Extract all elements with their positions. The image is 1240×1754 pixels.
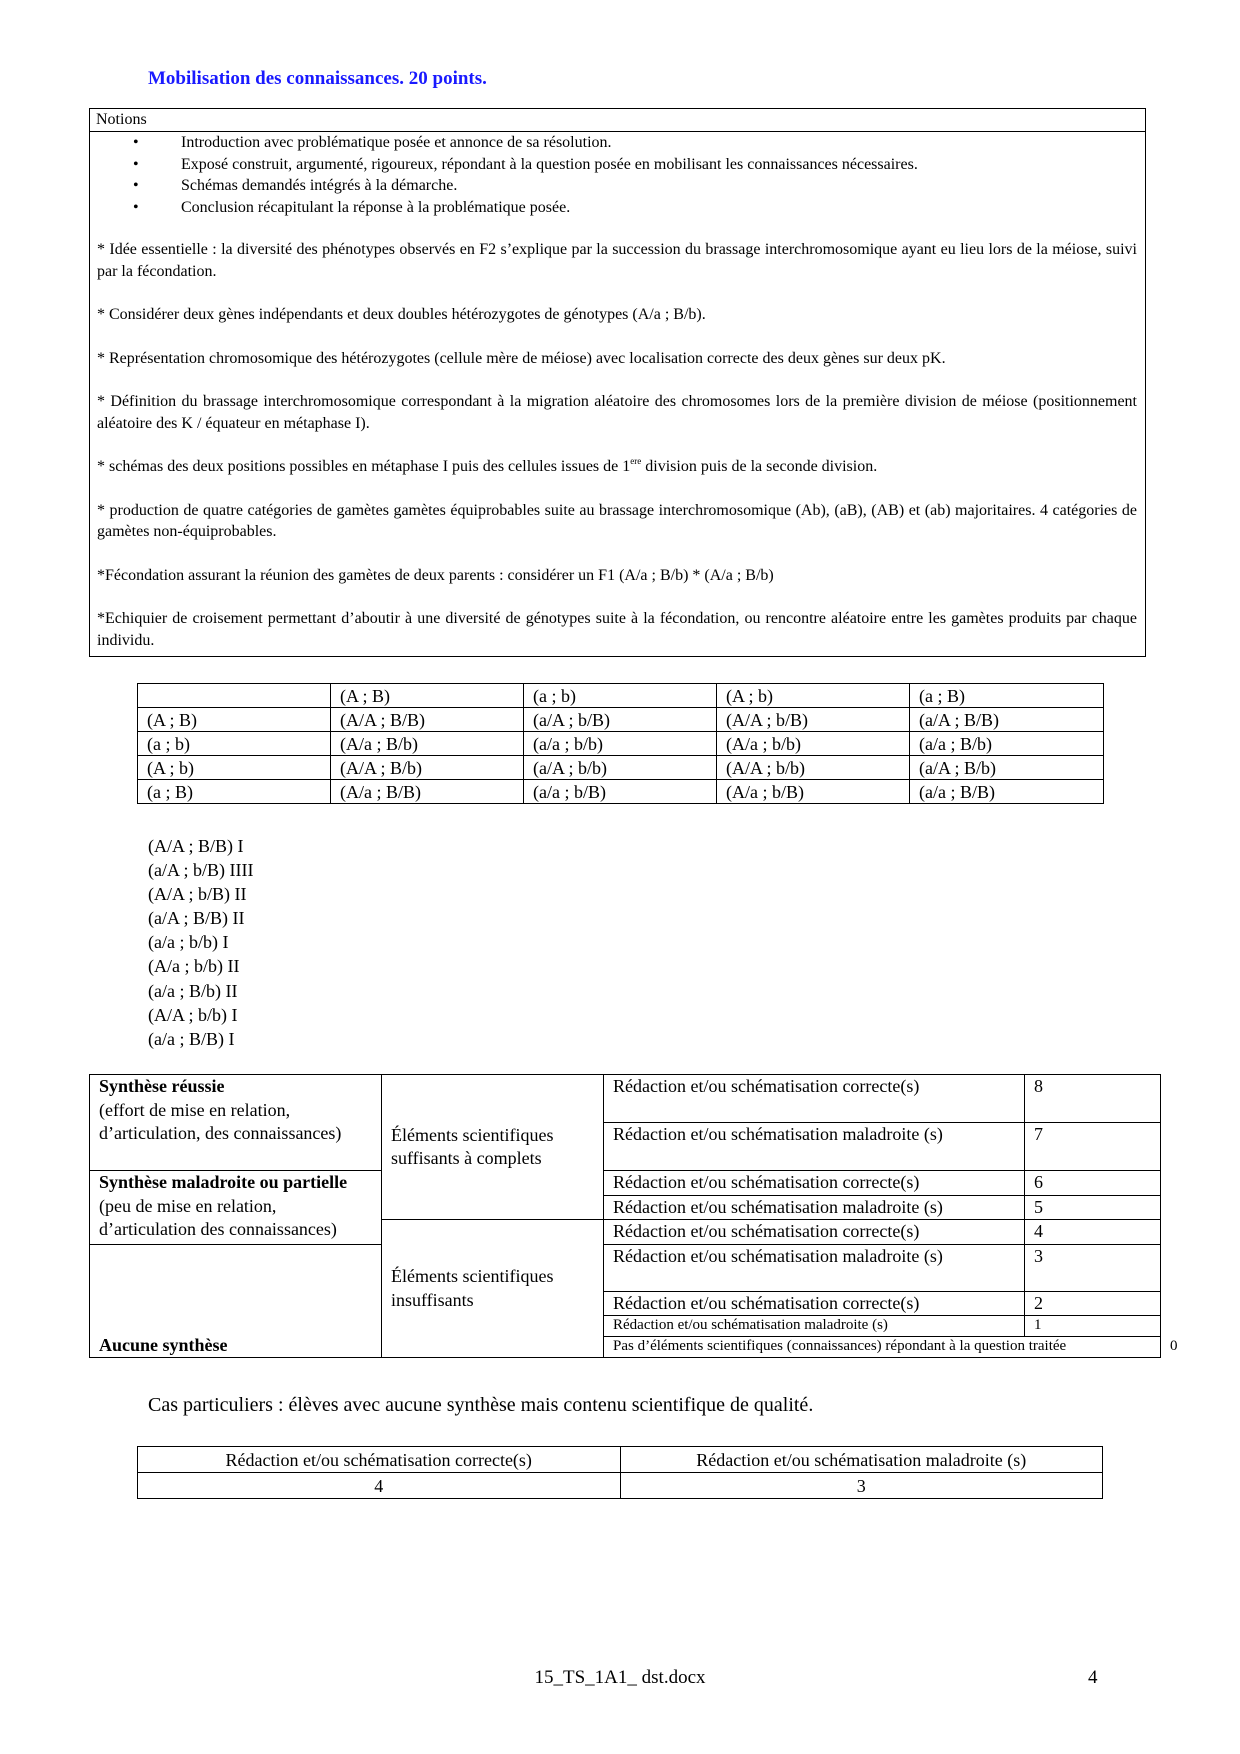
section-title: Mobilisation des connaissances. 20 points. [148, 68, 487, 89]
table-cell: (a ; b) [524, 684, 717, 708]
table-cell: (A/A ; b/B) [717, 708, 910, 732]
table-row [138, 1473, 1103, 1499]
aucune-synthese-title: Aucune synthèse [99, 1334, 228, 1355]
schema-text-before: * schémas des deux positions possibles en métaphase I puis des cellules issues de 1 [97, 458, 631, 475]
table-cell: (a/a ; B/b) [910, 732, 1104, 756]
genotype-tally: (A/A ; B/B) I [148, 836, 244, 856]
genotype-tally: (A/A ; b/B) II [148, 884, 247, 905]
table-cell: (A/a ; B/b) [331, 732, 524, 756]
table-cell: (A ; B) [138, 708, 331, 732]
genotype-tally-list [148, 834, 253, 1051]
notions-bullet-list [97, 132, 1137, 218]
table-row [90, 1244, 1161, 1291]
superscript: ere [630, 456, 642, 466]
table-row [138, 732, 1104, 756]
table-row [138, 756, 1104, 780]
notions-body [90, 132, 1145, 651]
table-cell: 3 [620, 1473, 1103, 1499]
table-cell: (a/A ; B/b) [910, 756, 1104, 780]
correcte-cell: Rédaction et/ou schématisation correcte(s) [604, 1291, 1025, 1316]
maladroite-cell: Rédaction et/ou schématisation maladroite (s) [604, 1195, 1025, 1220]
score-cell: 7 [1025, 1123, 1161, 1171]
cas-particuliers-table [137, 1446, 1103, 1499]
synthese-maladroite-desc: (peu de mise en relation, d’articulation des connaissances) [99, 1195, 337, 1239]
notion-paragraph: * Représentation chromosomique des hétérozygotes (cellule mère de méiose) avec localisation correcte des deux gènes sur deux pK. [97, 349, 946, 367]
table-row: Pas d’éléments scientifiques (connaissances) répondant à la question traitée 0 [90, 1337, 1161, 1358]
score-cell: 3 [1025, 1244, 1161, 1291]
footer-filename: 15_TS_1A1_ dst.docx [534, 1667, 706, 1688]
bullet-item: • Introduction avec problématique posée et annonce de sa résolution. [97, 132, 1137, 154]
bullet-item: • Schémas demandés intégrés à la démarche. [97, 175, 1137, 197]
grading-rubric-table [89, 1074, 1178, 1358]
table-cell: Rédaction et/ou schématisation correcte(s) [138, 1447, 621, 1473]
table-row [90, 1075, 1161, 1123]
genotype-tally: (a/a ; B/b) II [148, 980, 238, 1001]
table-cell: (a ; B) [138, 780, 331, 804]
table-cell: (A/A ; B/B) [331, 708, 524, 732]
score-cell: 2 [1025, 1291, 1161, 1316]
table-cell: (a/a ; B/B) [910, 780, 1104, 804]
notion-paragraph: * Idée essentielle : la diversité des phénotypes observés en F2 s’explique par la succession du brassage interchromosomique ayant eu lieu lors de la méiose, suivi par la fécondation. [97, 241, 1137, 280]
correcte-cell: Rédaction et/ou schématisation correcte(s) [604, 1171, 1025, 1196]
synthese-reussie-cell [90, 1075, 382, 1171]
table-row [138, 780, 1104, 804]
table-cell: (a/A ; b/b) [524, 756, 717, 780]
table-row [90, 1171, 1161, 1196]
table-cell: (a/A ; b/B) [524, 708, 717, 732]
schema-text-after: division puis de la seconde division. [641, 458, 878, 475]
correcte-cell: Rédaction et/ou schématisation correcte(s) [604, 1220, 1025, 1245]
notion-paragraph: * production de quatre catégories de gamètes gamètes équiprobables suite au brassage interchromosomique (Ab), (aB), (AB) et (ab) majoritaires. 4 catégories de gamètes non-équiprobables. [97, 501, 1137, 540]
table-cell [138, 684, 331, 708]
elements-insuffisants-cell: Éléments scientifiques insuffisants [382, 1220, 604, 1358]
genotype-tally: (a/A ; B/B) II [148, 908, 245, 929]
notions-box [89, 108, 1146, 657]
table-cell: (a ; b) [138, 732, 331, 756]
notion-paragraph: *Fécondation assurant la réunion des gamètes de deux parents : considérer un F1 (A/a ; B/b) * (A/a ; B/b) [97, 566, 774, 584]
maladroite-cell: Rédaction et/ou schématisation maladroite (s) [604, 1123, 1025, 1171]
score-cell: 4 [1025, 1220, 1161, 1245]
synthese-maladroite-cell [90, 1171, 382, 1245]
genotype-tally: (a/a ; B/B) I [148, 1028, 235, 1049]
synthese-reussie-desc: (effort de mise en relation, d’articulation, des connaissances) [99, 1099, 342, 1143]
table-cell: Rédaction et/ou schématisation maladroite (s) [620, 1447, 1103, 1473]
genotype-tally: (A/a ; b/b) II [148, 956, 240, 977]
table-header-row [138, 1447, 1103, 1473]
elements-suffisants-cell: Éléments scientifiques suffisants à complets [382, 1075, 604, 1220]
score-cell: 6 [1025, 1171, 1161, 1196]
table-cell: (A/a ; B/B) [331, 780, 524, 804]
table-cell: 4 [138, 1473, 621, 1499]
table-cell: (a/a ; b/B) [524, 780, 717, 804]
maladroite-cell: Rédaction et/ou schématisation maladroite (s) [604, 1244, 1025, 1291]
maladroite-cell: Rédaction et/ou schématisation maladroite (s) [604, 1316, 1025, 1337]
table-cell: (A/a ; b/B) [717, 780, 910, 804]
table-row [138, 708, 1104, 732]
bullet-item: • Conclusion récapitulant la réponse à la problématique posée. [97, 197, 1137, 219]
table-cell: (A/a ; b/b) [717, 732, 910, 756]
correcte-cell: Rédaction et/ou schématisation correcte(s) [604, 1075, 1025, 1123]
bullet-item: • Exposé construit, argumenté, rigoureux, répondant à la question posée en mobilisant les connaissances nécessaires. [97, 154, 1137, 176]
table-cell: (a/A ; B/B) [910, 708, 1104, 732]
cas-particuliers-title: Cas particuliers : élèves avec aucune synthèse mais contenu scientifique de qualité. [148, 1394, 814, 1416]
aucune-synthese-cell [90, 1244, 382, 1358]
score-cell: 5 [1025, 1195, 1161, 1220]
notion-paragraph: * Définition du brassage interchromosomique correspondant à la migration aléatoire des chromosomes lors de la première division de méiose (positionnement aléatoire des K / équateur en métaphase I). [97, 393, 1137, 432]
synthese-reussie-title: Synthèse réussie [99, 1076, 225, 1096]
footer-page-number: 4 [1088, 1667, 1098, 1688]
table-header-row [138, 684, 1104, 708]
table-cell: (a/a ; b/b) [524, 732, 717, 756]
table-cell: (A ; B) [331, 684, 524, 708]
pas-elements-cell: Pas d’éléments scientifiques (connaissances) répondant à la question traitée [604, 1337, 1161, 1358]
table-cell: (A/A ; B/b) [331, 756, 524, 780]
score-cell: 8 [1025, 1075, 1161, 1123]
table-cell: (a ; B) [910, 684, 1104, 708]
genotype-tally: (a/a ; b/b) I [148, 932, 229, 953]
notion-paragraph-schemas [97, 456, 1137, 478]
table-cell: (A/A ; b/b) [717, 756, 910, 780]
table-cell: (A ; b) [138, 756, 331, 780]
genotype-tally: (a/A ; b/B) IIII [148, 860, 254, 881]
table-cell: (A ; b) [717, 684, 910, 708]
synthese-maladroite-title: Synthèse maladroite ou partielle [99, 1172, 348, 1192]
notion-paragraph: * Considérer deux gènes indépendants et deux doubles hétérozygotes de génotypes (A/a ; B/b). [97, 306, 706, 323]
genotype-tally: (A/A ; b/b) I [148, 1004, 238, 1025]
score-cell: 1 [1025, 1316, 1161, 1337]
crossing-table [137, 683, 1104, 804]
notions-header: Notions [90, 109, 1145, 132]
notion-paragraph: *Echiquier de croisement permettant d’aboutir à une diversité de génotypes suite à la fécondation, ou rencontre aléatoire entre les gamètes produits par chaque individu. [97, 610, 1137, 649]
